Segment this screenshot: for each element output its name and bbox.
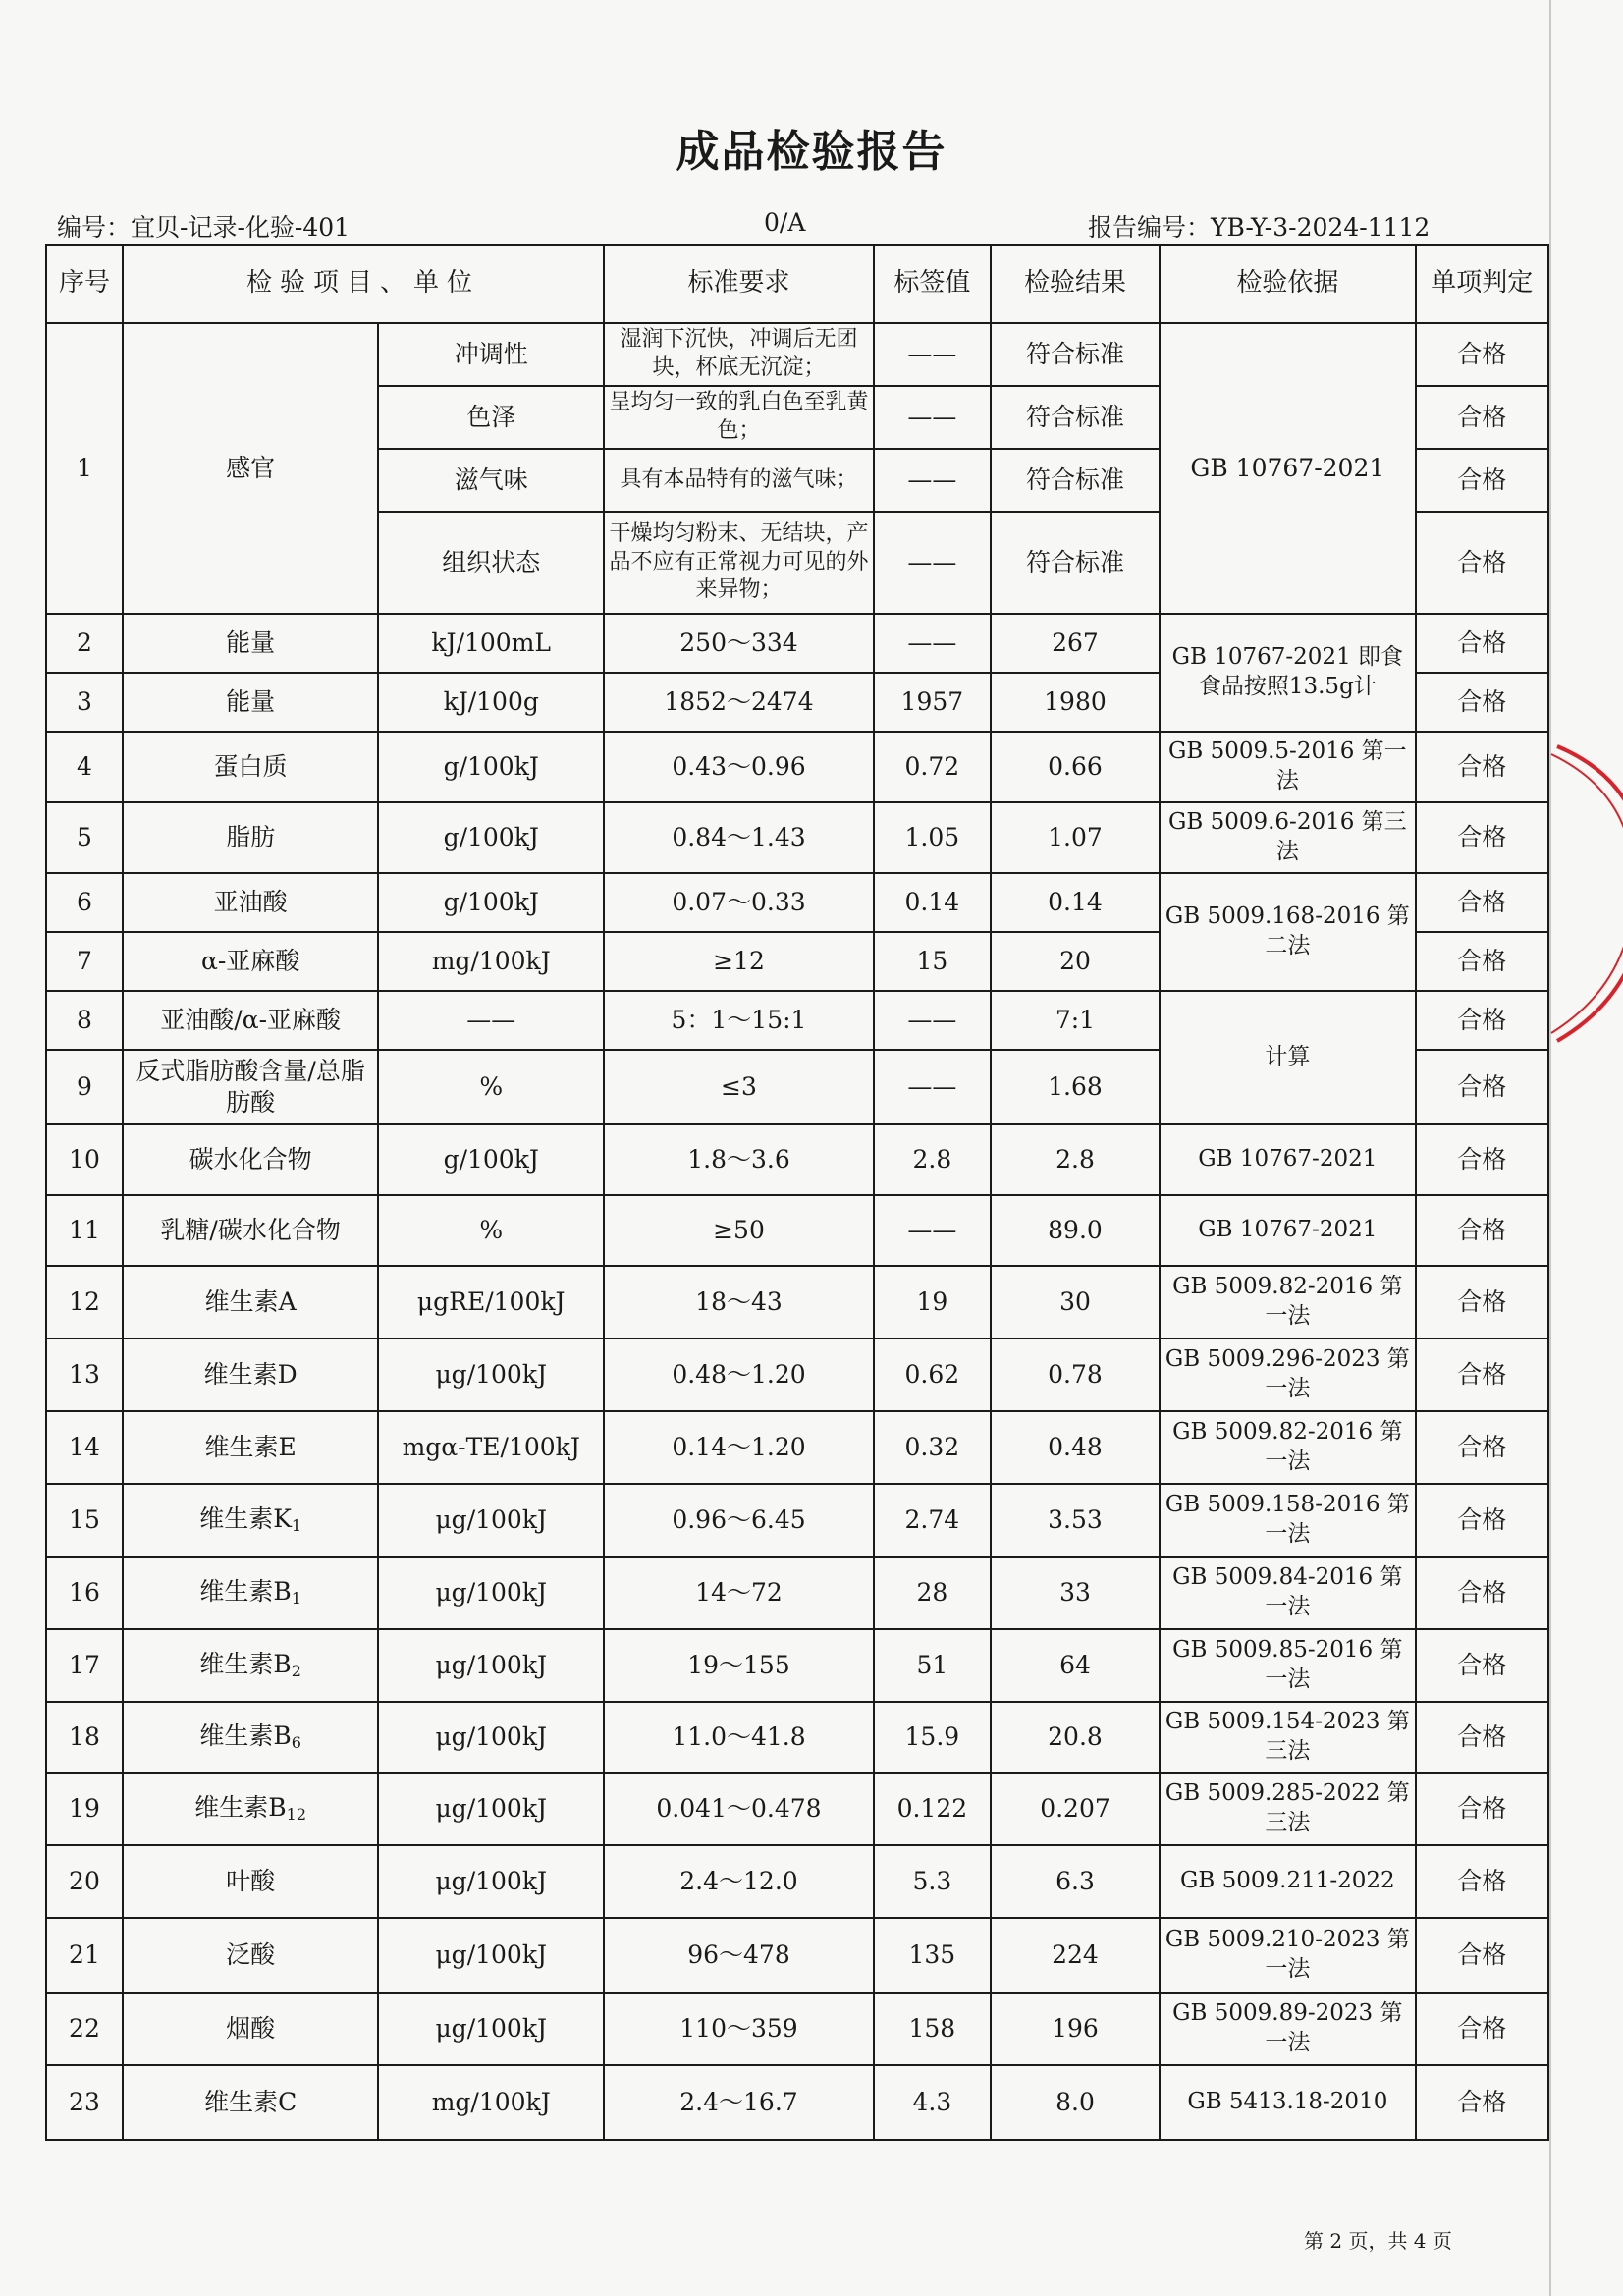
row-result: 符合标准: [991, 449, 1160, 512]
row-basis: GB 10767-2021 即食食品按照13.5g计: [1160, 614, 1415, 732]
row-verdict: 合格: [1416, 1702, 1548, 1773]
report-number: 报告编号：YB-Y-3-2024-1112: [1088, 213, 1431, 242]
row-verdict: 合格: [1416, 1557, 1548, 1629]
row-item: [123, 1629, 378, 1702]
row-no: 11: [46, 1195, 123, 1266]
header-result: 检验结果: [991, 245, 1160, 323]
row-item: [123, 991, 378, 1050]
table-row: [46, 2065, 1548, 2140]
row-no: 4: [46, 732, 123, 802]
row-label-value: ——: [874, 614, 991, 673]
header-verdict: 单项判定: [1416, 245, 1548, 323]
row-verdict: 合格: [1416, 673, 1548, 732]
row-result: 符合标准: [991, 323, 1160, 386]
table-row: [46, 1702, 1548, 1773]
row-standard: 0.84～1.43: [604, 802, 874, 873]
row-standard: 11.0～41.8: [604, 1702, 874, 1773]
row-no: 21: [46, 1918, 123, 1993]
row-standard: 具有本品特有的滋气味；: [604, 449, 874, 512]
table-row: [46, 1195, 1548, 1266]
row-standard: 250～334: [604, 614, 874, 673]
row-basis: GB 5009.6-2016 第三法: [1160, 802, 1415, 873]
row-item-subscript: 6: [291, 1733, 301, 1753]
page-number: 第 2 页，共 4 页: [1304, 2229, 1452, 2253]
row-no: 1: [46, 323, 123, 614]
row-item-text: 叶酸: [226, 1866, 276, 1895]
row-item-text: 亚油酸/α-亚麻酸: [160, 1005, 342, 1034]
table-row: [46, 1557, 1548, 1629]
table-row: [46, 991, 1548, 1050]
row-result: 0.207: [991, 1773, 1160, 1845]
row-label-value: ——: [874, 1195, 991, 1266]
row-verdict: 合格: [1416, 1484, 1548, 1557]
row-standard: ≥12: [604, 932, 874, 991]
row-item: [123, 1557, 378, 1629]
header-item-unit: 检验项目、单位: [123, 245, 604, 323]
row-item: [123, 1845, 378, 1918]
table-row: [46, 873, 1548, 932]
row-basis: GB 5009.210-2023 第一法: [1160, 1918, 1415, 1993]
row-result: 267: [991, 614, 1160, 673]
row-no: 3: [46, 673, 123, 732]
row-no: 18: [46, 1702, 123, 1773]
header-row: [46, 245, 1548, 323]
row-no: 12: [46, 1266, 123, 1339]
row-item-text: 维生素B: [194, 1793, 287, 1823]
row-label-value: 19: [874, 1266, 991, 1339]
row-verdict: 合格: [1416, 1845, 1548, 1918]
row-item-text: 维生素D: [203, 1359, 298, 1389]
inspection-table: [45, 244, 1549, 2141]
table-row: [46, 1411, 1548, 1484]
row-result: 符合标准: [991, 512, 1160, 614]
table-row: [46, 1773, 1548, 1845]
row-no: 22: [46, 1993, 123, 2065]
row-standard: 14～72: [604, 1557, 874, 1629]
red-seal-stamp: [1543, 727, 1623, 1061]
row-item: [123, 932, 378, 991]
row-unit: mgα-TE/100kJ: [378, 1411, 604, 1484]
row-label-value: ——: [874, 512, 991, 614]
row-item: [123, 1124, 378, 1195]
row-label-value: ——: [874, 991, 991, 1050]
row-item-text: 脂肪: [226, 822, 276, 851]
row-unit: g/100kJ: [378, 1124, 604, 1195]
row-result: 196: [991, 1993, 1160, 2065]
row-result: 1.68: [991, 1050, 1160, 1124]
row-result: 8.0: [991, 2065, 1160, 2140]
row-result: 0.48: [991, 1411, 1160, 1484]
row-no: 6: [46, 873, 123, 932]
row-unit: μg/100kJ: [378, 1773, 604, 1845]
row-item-text: 蛋白质: [213, 751, 288, 781]
row-no: 9: [46, 1050, 123, 1124]
row-item: [123, 1993, 378, 2065]
row-verdict: 合格: [1416, 1339, 1548, 1411]
row-result: 30: [991, 1266, 1160, 1339]
row-item: [123, 614, 378, 673]
row-no: 8: [46, 991, 123, 1050]
row-item: [123, 1339, 378, 1411]
header-label-value: 标签值: [874, 245, 991, 323]
row-basis: GB 5009.154-2023 第三法: [1160, 1702, 1415, 1773]
sensory-item: 冲调性: [378, 323, 604, 386]
row-standard: 1.8～3.6: [604, 1124, 874, 1195]
page-edge: [1549, 0, 1551, 2296]
row-item-text: 乳糖/碳水化合物: [160, 1215, 341, 1244]
row-item: 感官: [123, 323, 378, 614]
header-no: 序号: [46, 245, 123, 323]
table-row: [46, 1993, 1548, 2065]
row-standard: 0.041～0.478: [604, 1773, 874, 1845]
row-basis: GB 5009.285-2022 第三法: [1160, 1773, 1415, 1845]
row-no: 10: [46, 1124, 123, 1195]
row-basis: GB 5009.168-2016 第二法: [1160, 873, 1415, 991]
row-verdict: 合格: [1416, 512, 1548, 614]
row-standard: 湿润下沉快，冲调后无团块，杯底无沉淀；: [604, 323, 874, 386]
row-verdict: 合格: [1416, 1195, 1548, 1266]
row-basis: GB 5009.89-2023 第一法: [1160, 1993, 1415, 2065]
row-result: 0.78: [991, 1339, 1160, 1411]
row-no: 15: [46, 1484, 123, 1557]
row-item: [123, 1484, 378, 1557]
row-item-subscript: 1: [291, 1516, 302, 1536]
row-item: [123, 673, 378, 732]
row-unit: mg/100kJ: [378, 2065, 604, 2140]
row-item: [123, 1266, 378, 1339]
row-item-subscript: 1: [291, 1589, 301, 1609]
row-label-value: 15: [874, 932, 991, 991]
row-verdict: 合格: [1416, 614, 1548, 673]
row-verdict: 合格: [1416, 991, 1548, 1050]
row-label-value: ——: [874, 386, 991, 449]
row-label-value: ——: [874, 323, 991, 386]
row-basis: 计算: [1160, 991, 1415, 1124]
row-standard: 0.96～6.45: [604, 1484, 874, 1557]
row-basis: GB 5009.158-2016 第一法: [1160, 1484, 1415, 1557]
row-item-text: 亚油酸: [213, 887, 288, 916]
table-row: [46, 732, 1548, 802]
row-unit: %: [378, 1050, 604, 1124]
row-verdict: 合格: [1416, 1050, 1548, 1124]
row-unit: mg/100kJ: [378, 932, 604, 991]
report-title: 成品检验报告: [676, 127, 947, 177]
table-row: [46, 1845, 1548, 1918]
row-label-value: 0.72: [874, 732, 991, 802]
sensory-item: 色泽: [378, 386, 604, 449]
row-unit: μg/100kJ: [378, 1339, 604, 1411]
row-result: 33: [991, 1557, 1160, 1629]
row-item-subscript: 12: [286, 1805, 307, 1825]
table-row: [46, 1339, 1548, 1411]
row-label-value: 0.62: [874, 1339, 991, 1411]
row-standard: 1852～2474: [604, 673, 874, 732]
row-unit: %: [378, 1195, 604, 1266]
row-no: 5: [46, 802, 123, 873]
row-item: [123, 1050, 378, 1124]
row-unit: ——: [378, 991, 604, 1050]
row-item: [123, 1195, 378, 1266]
row-verdict: 合格: [1416, 1773, 1548, 1845]
row-standard: 0.07～0.33: [604, 873, 874, 932]
row-verdict: 合格: [1416, 1124, 1548, 1195]
row-result: 1.07: [991, 802, 1160, 873]
row-unit: μg/100kJ: [378, 1557, 604, 1629]
row-item: [123, 2065, 378, 2140]
row-verdict: 合格: [1416, 732, 1548, 802]
row-result: 2.8: [991, 1124, 1160, 1195]
row-label-value: ——: [874, 449, 991, 512]
row-standard: 18～43: [604, 1266, 874, 1339]
row-result: 0.66: [991, 732, 1160, 802]
row-standard: 0.43～0.96: [604, 732, 874, 802]
row-verdict: 合格: [1416, 1266, 1548, 1339]
row-result: 20.8: [991, 1702, 1160, 1773]
row-item-text: 碳水化合物: [189, 1144, 312, 1174]
row-unit: g/100kJ: [378, 732, 604, 802]
table-row: [46, 1266, 1548, 1339]
row-standard: 5：1～15:1: [604, 991, 874, 1050]
row-no: 16: [46, 1557, 123, 1629]
row-result: 符合标准: [991, 386, 1160, 449]
document-version: 0/A: [764, 208, 806, 237]
row-item: [123, 1702, 378, 1773]
row-item-text: 维生素B: [199, 1577, 292, 1607]
row-unit: μgRE/100kJ: [378, 1266, 604, 1339]
row-result: 0.14: [991, 873, 1160, 932]
header-basis: 检验依据: [1160, 245, 1415, 323]
row-label-value: 2.74: [874, 1484, 991, 1557]
row-label-value: 2.8: [874, 1124, 991, 1195]
row-label-value: 0.122: [874, 1773, 991, 1845]
row-item: [123, 1773, 378, 1845]
row-label-value: 51: [874, 1629, 991, 1702]
row-verdict: 合格: [1416, 2065, 1548, 2140]
row-basis: GB 5009.84-2016 第一法: [1160, 1557, 1415, 1629]
row-item: [123, 802, 378, 873]
sensory-item: 滋气味: [378, 449, 604, 512]
row-verdict: 合格: [1416, 802, 1548, 873]
row-item-text: 反式脂肪酸含量/总脂肪酸: [135, 1056, 365, 1117]
row-result: 20: [991, 932, 1160, 991]
row-verdict: 合格: [1416, 386, 1548, 449]
row-result: 64: [991, 1629, 1160, 1702]
row-label-value: 158: [874, 1993, 991, 2065]
row-no: 13: [46, 1339, 123, 1411]
row-label-value: 0.32: [874, 1411, 991, 1484]
row-basis: GB 10767-2021: [1160, 1195, 1415, 1266]
header-standard: 标准要求: [604, 245, 874, 323]
row-unit: μg/100kJ: [378, 1845, 604, 1918]
row-no: 14: [46, 1411, 123, 1484]
row-unit: kJ/100mL: [378, 614, 604, 673]
row-unit: μg/100kJ: [378, 1629, 604, 1702]
table-row: [46, 1918, 1548, 1993]
row-unit: g/100kJ: [378, 873, 604, 932]
row-label-value: 1.05: [874, 802, 991, 873]
row-item: [123, 732, 378, 802]
row-verdict: 合格: [1416, 1993, 1548, 2065]
row-label-value: 15.9: [874, 1702, 991, 1773]
row-basis: GB 5009.82-2016 第一法: [1160, 1266, 1415, 1339]
row-standard: ≤3: [604, 1050, 874, 1124]
row-verdict: 合格: [1416, 873, 1548, 932]
row-item-text: 维生素B: [199, 1650, 292, 1679]
row-unit: μg/100kJ: [378, 1702, 604, 1773]
row-basis: GB 5009.85-2016 第一法: [1160, 1629, 1415, 1702]
row-standard: ≥50: [604, 1195, 874, 1266]
row-label-value: ——: [874, 1050, 991, 1124]
row-unit: μg/100kJ: [378, 1993, 604, 2065]
row-unit: g/100kJ: [378, 802, 604, 873]
row-standard: 0.14～1.20: [604, 1411, 874, 1484]
row-verdict: 合格: [1416, 323, 1548, 386]
row-item-text: α-亚麻酸: [200, 946, 300, 975]
row-basis: GB 5413.18-2010: [1160, 2065, 1415, 2140]
table-row: [46, 802, 1548, 873]
row-item-subscript: 2: [291, 1662, 301, 1681]
row-no: 7: [46, 932, 123, 991]
row-item-text: 泛酸: [226, 1940, 276, 1969]
row-item-text: 维生素E: [204, 1432, 297, 1461]
row-verdict: 合格: [1416, 1411, 1548, 1484]
row-standard: 110～359: [604, 1993, 874, 2065]
row-unit: kJ/100g: [378, 673, 604, 732]
row-standard: 干燥均匀粉末、无结块，产品不应有正常视力可见的外来异物；: [604, 512, 874, 614]
row-no: 20: [46, 1845, 123, 1918]
row-item: [123, 1918, 378, 1993]
row-item: [123, 873, 378, 932]
table-row: [46, 1484, 1548, 1557]
table-row: [46, 323, 1548, 386]
row-unit: μg/100kJ: [378, 1918, 604, 1993]
row-standard: 19～155: [604, 1629, 874, 1702]
row-result: 1980: [991, 673, 1160, 732]
row-standard: 呈均匀一致的乳白色至乳黄色；: [604, 386, 874, 449]
row-label-value: 0.14: [874, 873, 991, 932]
row-verdict: 合格: [1416, 1629, 1548, 1702]
row-basis: GB 10767-2021: [1160, 323, 1415, 614]
row-label-value: 135: [874, 1918, 991, 1993]
row-no: 17: [46, 1629, 123, 1702]
row-verdict: 合格: [1416, 932, 1548, 991]
row-label-value: 1957: [874, 673, 991, 732]
table-row: [46, 1629, 1548, 1702]
row-unit: μg/100kJ: [378, 1484, 604, 1557]
row-standard: 96～478: [604, 1918, 874, 1993]
row-item-text: 维生素K: [199, 1504, 292, 1534]
row-result: 7:1: [991, 991, 1160, 1050]
row-standard: 2.4～12.0: [604, 1845, 874, 1918]
row-no: 23: [46, 2065, 123, 2140]
row-item-text: 烟酸: [226, 2013, 276, 2043]
row-standard: 0.48～1.20: [604, 1339, 874, 1411]
row-label-value: 28: [874, 1557, 991, 1629]
table-row: [46, 1124, 1548, 1195]
row-label-value: 4.3: [874, 2065, 991, 2140]
row-result: 224: [991, 1918, 1160, 1993]
row-no: 2: [46, 614, 123, 673]
document-code: 编号：宜贝-记录-化验-401: [57, 213, 351, 242]
row-item-text: 维生素B: [199, 1722, 292, 1751]
row-basis: GB 5009.211-2022: [1160, 1845, 1415, 1918]
row-item-text: 能量: [226, 628, 276, 657]
row-basis: GB 5009.5-2016 第一法: [1160, 732, 1415, 802]
table-row: [46, 614, 1548, 673]
row-verdict: 合格: [1416, 1918, 1548, 1993]
row-result: 6.3: [991, 1845, 1160, 1918]
row-item-text: 维生素A: [204, 1286, 297, 1316]
row-standard: 2.4～16.7: [604, 2065, 874, 2140]
row-result: 3.53: [991, 1484, 1160, 1557]
row-label-value: 5.3: [874, 1845, 991, 1918]
row-basis: GB 5009.82-2016 第一法: [1160, 1411, 1415, 1484]
row-item-text: 维生素C: [204, 2087, 298, 2116]
row-no: 19: [46, 1773, 123, 1845]
row-basis: GB 5009.296-2023 第一法: [1160, 1339, 1415, 1411]
row-result: 89.0: [991, 1195, 1160, 1266]
row-verdict: 合格: [1416, 449, 1548, 512]
row-basis: GB 10767-2021: [1160, 1124, 1415, 1195]
row-item: [123, 1411, 378, 1484]
row-item-text: 能量: [226, 686, 276, 716]
sensory-item: 组织状态: [378, 512, 604, 614]
